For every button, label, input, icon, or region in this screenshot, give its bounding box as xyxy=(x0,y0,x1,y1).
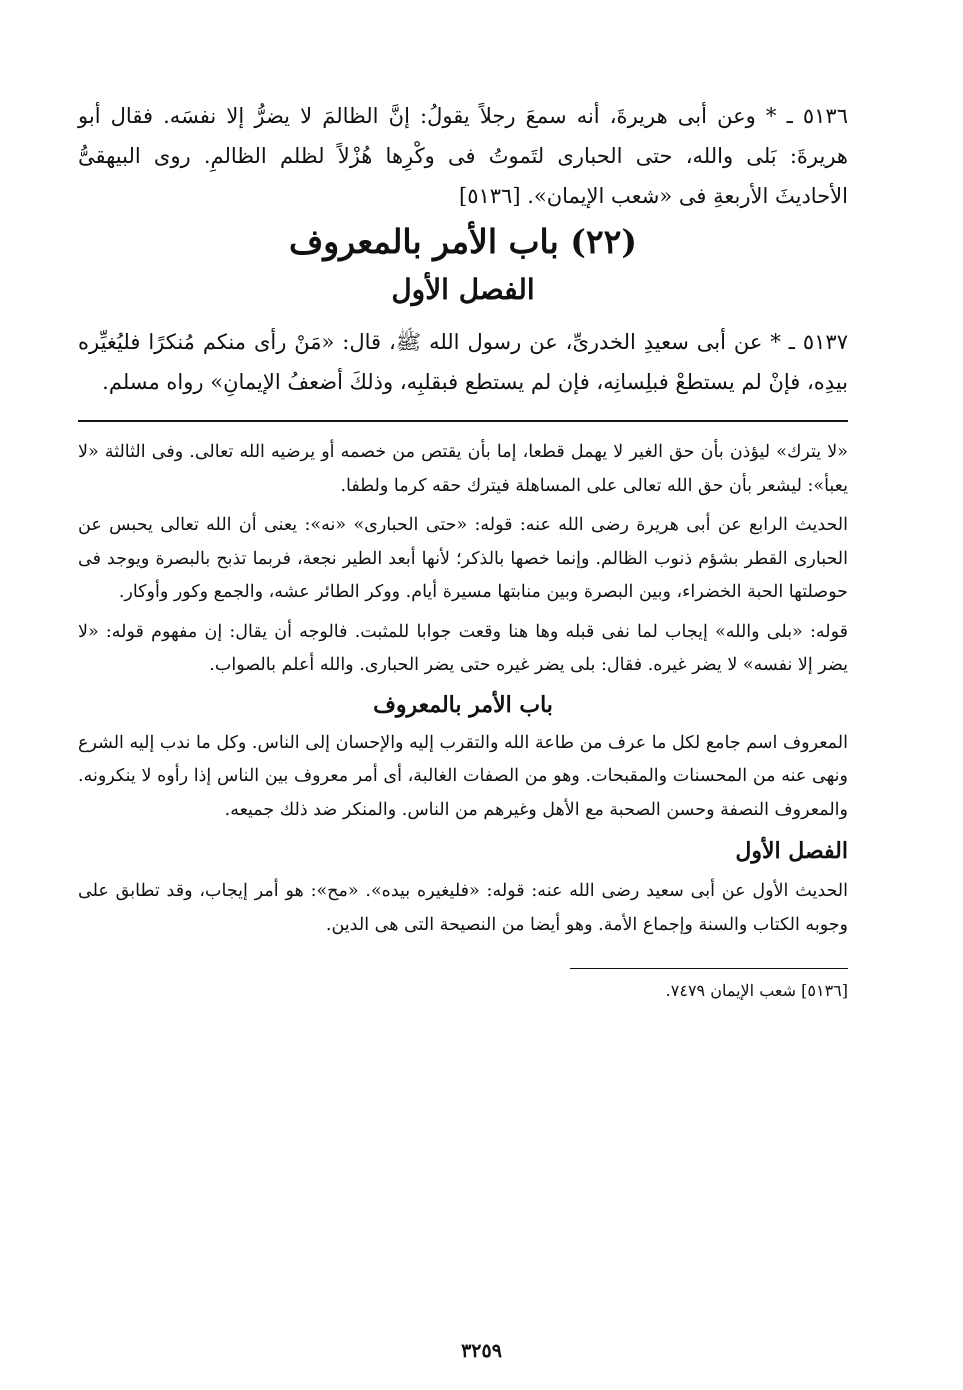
chapter-title: (٢٢) باب الأمر بالمعروف xyxy=(289,222,637,261)
commentary-paragraph-3: قوله: «بلى والله» إيجاب لما نفى قبله وها هنا وقعت جوابا للمثبت. فالوجه أن يقال: إن مفهوم قوله: «لا يضر إلا نفسه» لا يضر غيره. فقال: بلى يضر غيره حتى يضر الحبارى. والله أعلم بالصواب. xyxy=(78,621,848,675)
commentary-paragraph-2: الحديث الرابع عن أبى هريرة رضى الله عنه: قوله: «حتى الحبارى» «نه»: يعنى أن الله تعالى يحبس عن الحبارى القطر بشؤم ذنوب الظالم. وإنما خصها بالذكر؛ لأنها أبعد الطير نجعة، فربما تذبح بالبصرة ويوجد فى حوصلتها الحبة الخضراء، وبين البصرة وبين منابتها مسيرة أيام. ووكر الطائر عشه، والجمع وكور وأوكار. xyxy=(78,515,848,602)
section-title: الفصل الأول xyxy=(391,273,535,306)
commentary-paragraph-4: المعروف اسم جامع لكل ما عرف من طاعة الله والتقرب إليه والإحسان إلى الناس. وكل ما ندب إليه الشرع ونهى عنه من المحسنات والمقبحات. وهو من الصفات الغالبة، أى أمر معروف بين الناس إذا رأوه لا ينكرونه. والمعروف النصفة وحسن الصحبة مع الأهل وغيرهم من الناس. والمنكر ضد ذلك جميعه. xyxy=(78,732,848,820)
page-body xyxy=(78,96,848,1005)
hadith-5137: ٥١٣٧ ـ * عن أبى سعيدِ الخدرىِّ، عن رسول الله ﷺ، قال: «مَنْ رأى منكم مُنكرًا فليُغيِّره بيدِه، فإنْ لم يستطعْ فبلِسانِه، فإن لم يستطع فبقلبِه، وذلكَ أضعفُ الإيمانِ» رواه مسلم. xyxy=(78,330,848,394)
commentary-chapter-heading: باب الأمر بالمعروف xyxy=(373,691,553,718)
commentary-paragraph-1: «لا يترك» ليؤذن بأن حق الغير لا يهمل قطعا، إما بأن يقتص من خصمه أو يرضيه الله تعالى. وفى الثالثة «لا يعبأ»: ليشعر بأن حق الله تعالى على المساهلة فيترك حقه كرما ولطفا. xyxy=(78,442,848,496)
footnote: [٥١٣٦] شعب الإيمان ٧٤٧٩. xyxy=(665,981,848,1000)
footnote-divider xyxy=(570,968,848,969)
page-number: ٣٢٥٩ xyxy=(461,1340,502,1362)
commentary-divider xyxy=(78,420,848,422)
commentary-paragraph-5: الحديث الأول عن أبى سعيد رضى الله عنه: قوله: «فليغيره بيده». «مح»: هو أمر إيجاب، وقد تطابق على وجوبه الكتاب والسنة وإجماع الأمة. وهو أيضا من النصيحة التى هى الدين. xyxy=(78,881,848,935)
hadith-5136: ٥١٣٦ ـ * وعن أبى هريرةَ، أنه سمعَ رجلاً يقولُ: إنَّ الظالمَ لا يضرُّ إلا نفسَه. فقال أبو هريرةَ: بَلى والله، حتى الحبارى لتَموتُ فى وكْرِها هُزْلاً لظلم الظالمِ. روى البيهقىُّ الأحاديثَ الأربعةِ فى «شعب الإيمان». [٥١٣٦] xyxy=(78,104,848,208)
commentary-section-heading: الفصل الأول xyxy=(735,838,848,864)
